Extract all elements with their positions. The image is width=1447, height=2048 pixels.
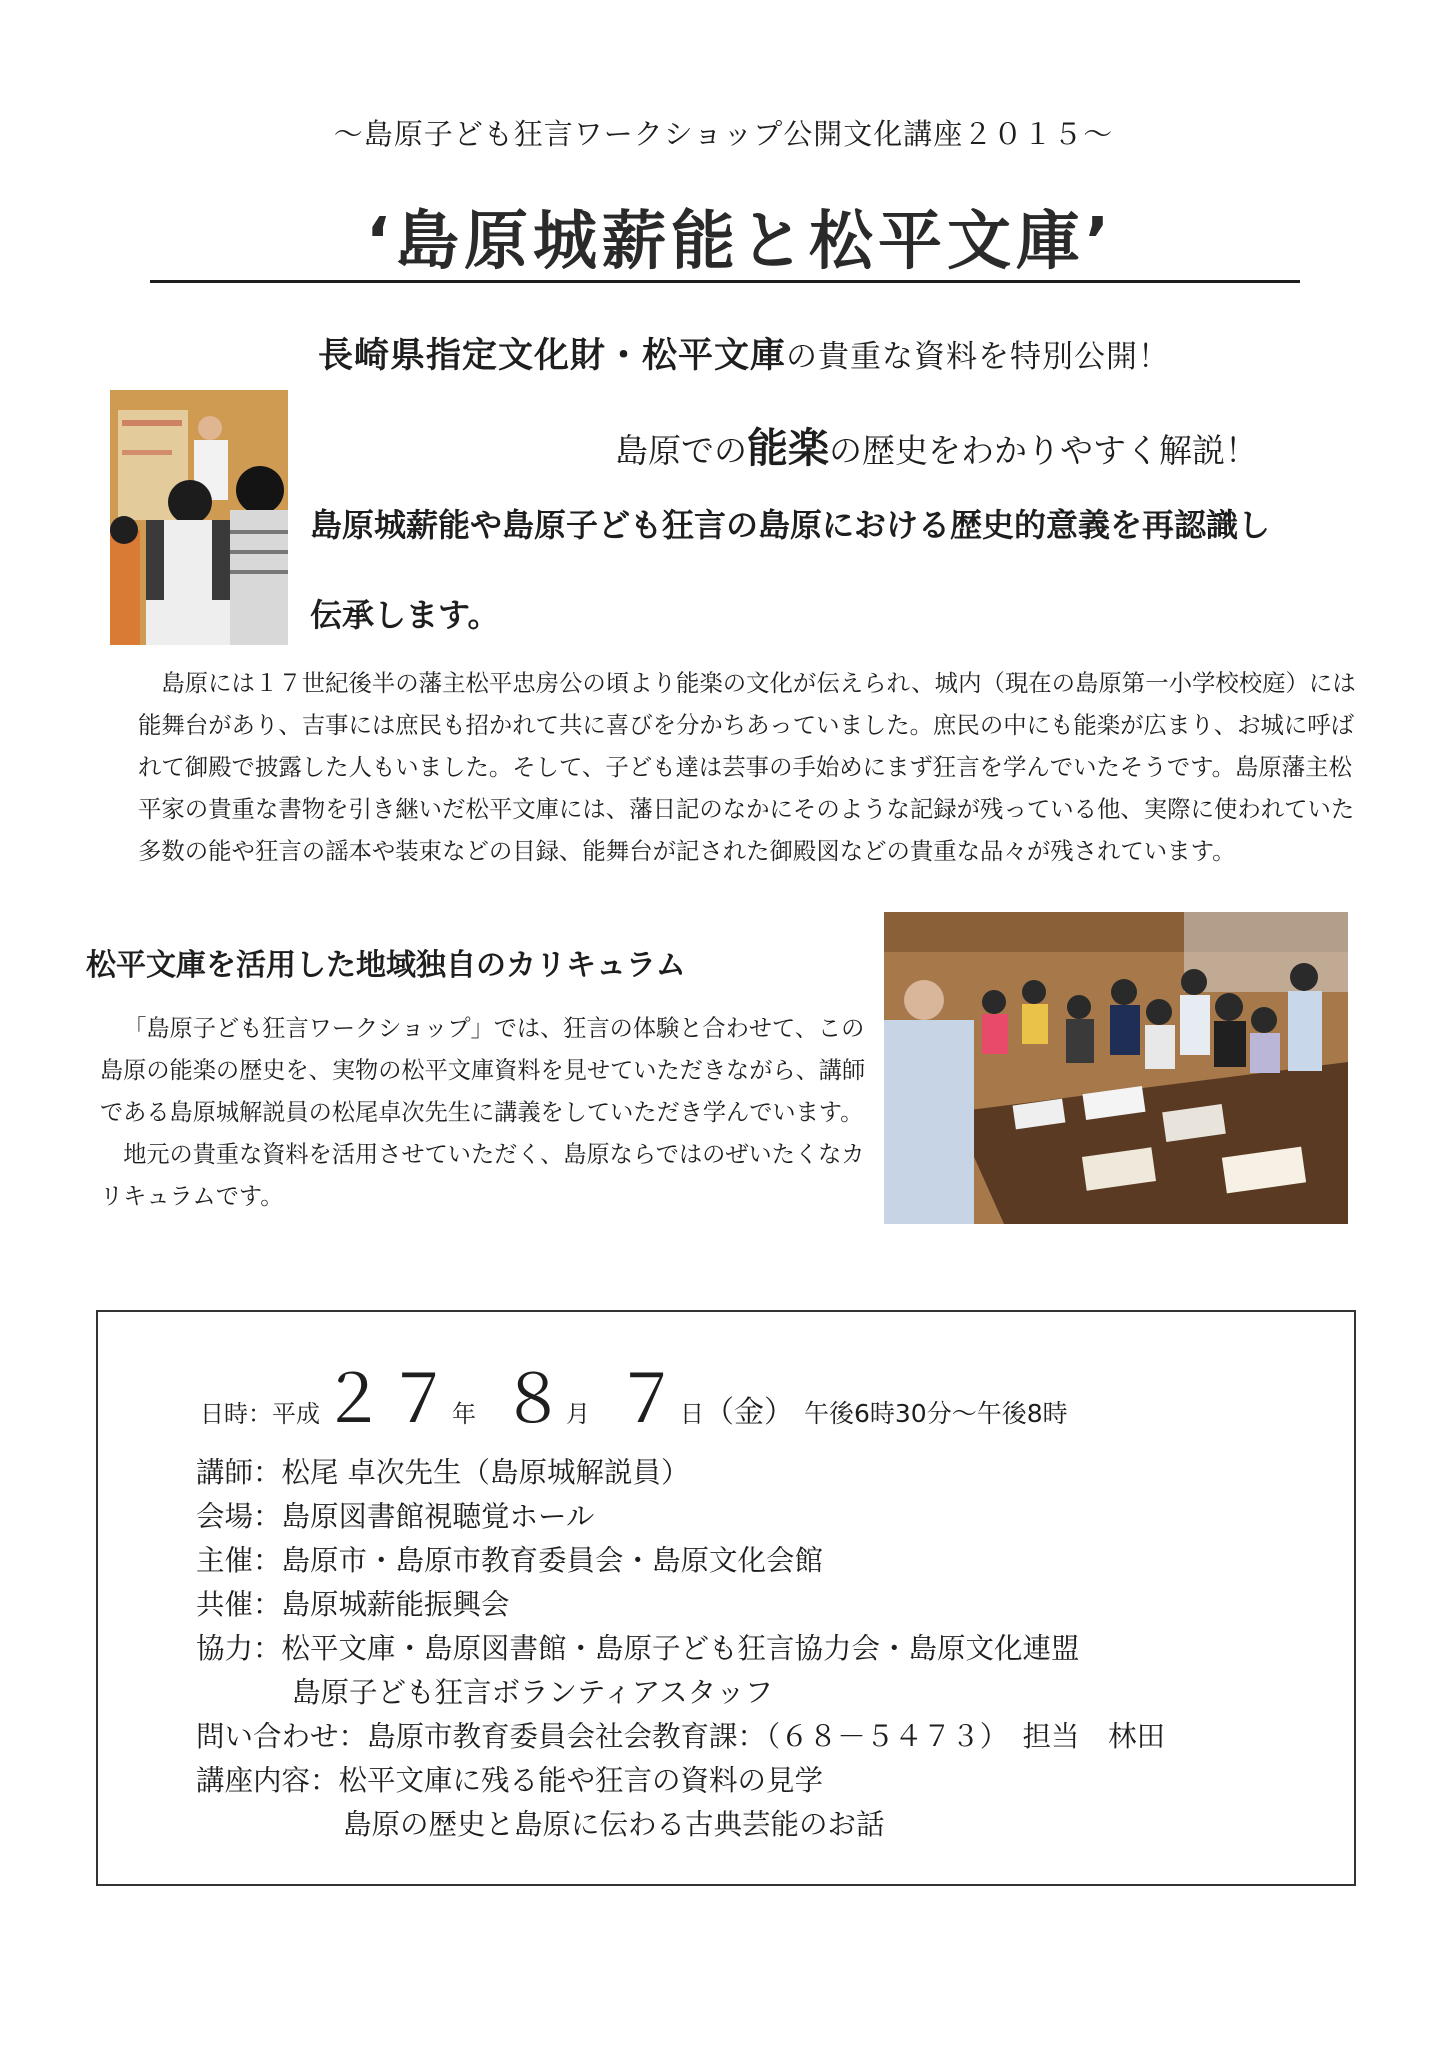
detail-contact: 問い合わせ：島原市教育委員会社会教育課：（６８－５４７３） 担当 林田 (196, 1720, 1166, 1753)
event-time: 午後6時30分～午後8時 (804, 1399, 1068, 1428)
intro-paragraph (138, 662, 1363, 872)
lecture-photo-illustration (110, 390, 288, 645)
detail-content-continued: 島原の歴史と島原に伝わる古典芸能のお話 (343, 1808, 885, 1841)
event-date (200, 1346, 1068, 1441)
section-heading: 松平文庫を活用した地域独自のカリキュラム (86, 948, 686, 983)
date-label: 日時：平成 (200, 1400, 320, 1428)
highlight-rest: の貴重な資料を特別公開！ (786, 339, 1171, 375)
workshop-photo-illustration (884, 912, 1348, 1224)
detail-organizer: 主催：島原市・島原市教育委員会・島原文化会館 (196, 1544, 824, 1577)
page-title: ‘島原城薪能と松平文庫’ (365, 205, 1115, 279)
subtitle: ～島原子ども狂言ワークショップ公開文化講座２０１５～ (333, 117, 1114, 151)
highlight-strong: 長崎県指定文化財・松平文庫 (318, 336, 787, 376)
detail-co-organizer: 共催：島原城薪能振興会 (196, 1588, 510, 1621)
highlight-line-4: 伝承します。 (310, 596, 500, 634)
curriculum-paragraph-2: 地元の貴重な資料を活用させていただく、島原ならではのぜいたくなカリキュラムです。 (100, 1141, 865, 1210)
highlight-pre: 島原での (615, 431, 747, 470)
highlight-line-3: 島原城薪能や島原子ども狂言の島原における歴史的意義を再認識し (310, 506, 1271, 544)
date-month-unit: 月 (566, 1400, 590, 1428)
date-month: ８ (500, 1361, 566, 1438)
date-year: ２７ (320, 1361, 452, 1438)
date-day: ７ (614, 1361, 680, 1438)
detail-venue: 会場：島原図書館視聴覚ホール (196, 1500, 595, 1533)
highlight-strong-noh: 能楽 (747, 424, 829, 472)
date-year-unit: 年 (452, 1400, 476, 1428)
detail-cooperation: 協力：松平文庫・島原図書館・島原子ども狂言協力会・島原文化連盟 (196, 1632, 1080, 1665)
intro-text: 島原には１７世紀後半の藩主松平忠房公の頃より能楽の文化が伝えられ、城内（現在の島原第一小学校校庭）には能舞台があり、吉事には庶民も招かれて共に喜びを分かちあっていました。庶民の中にも能楽が広まり、お城に呼ばれて御殿で披露した人もいました。そして、子ども達は芸事の手始めにまず狂言を学んでいたそうです。島原藩主松平家の貴重な書物を引き継いだ松平文庫には、藩日記のなかにそのような記録が残っている他、実際に使われていた多数の能や狂言の謡本や装束などの目録、能舞台が記された御殿図などの貴重な品々が残されています。 (138, 669, 1356, 865)
detail-cooperation-continued: 島原子ども狂言ボランティアスタッフ (292, 1676, 774, 1709)
highlight-line-1 (318, 328, 1170, 378)
detail-content: 講座内容：松平文庫に残る能や狂言の資料の見学 (196, 1764, 824, 1797)
title-underline (150, 280, 1300, 283)
curriculum-text (100, 1008, 866, 1218)
date-day-unit: 日 (680, 1400, 704, 1428)
detail-lecturer: 講師：松尾 卓次先生（島原城解説員） (196, 1456, 690, 1489)
date-weekday: （金） (704, 1395, 794, 1430)
workshop-photo (884, 912, 1348, 1224)
curriculum-paragraph-1: 「島原子ども狂言ワークショップ」では、狂言の体験と合わせて、この島原の能楽の歴史を、実物の松平文庫資料を見せていただきながら、講師である島原城解説員の松尾卓次先生に講義をしていただき学んでいます。 (100, 1015, 866, 1126)
highlight-rest: の歴史をわかりやすく解説！ (829, 431, 1258, 470)
highlight-line-2 (615, 415, 1258, 474)
lecture-photo (110, 390, 288, 645)
